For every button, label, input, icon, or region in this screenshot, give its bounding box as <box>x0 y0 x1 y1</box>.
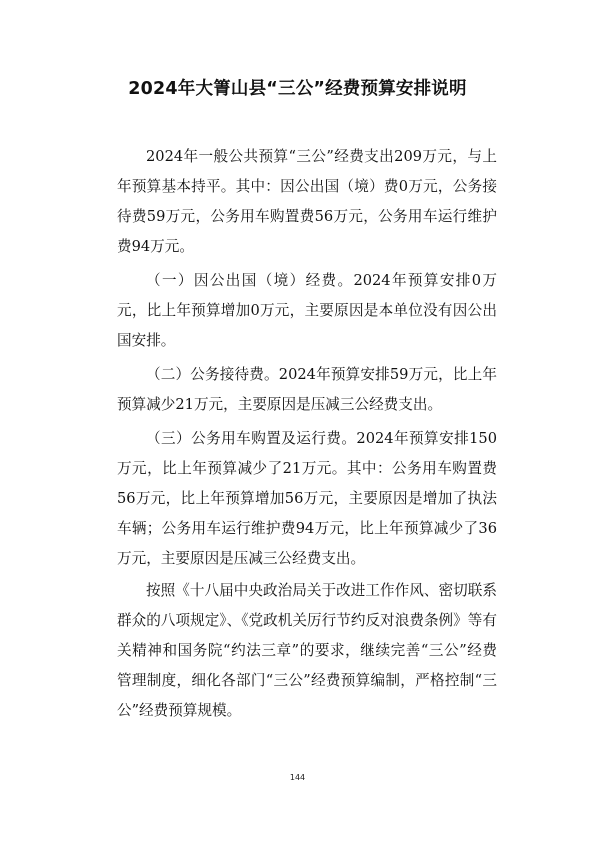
paragraph-vehicles: （三）公务用车购置及运行费。2024年预算安排150万元，比上年预算减少了21万元。其中：公务用车购置费56万元，比上年预算增加56万元，主要原因是增加了执法车辆；公务用车运行维护费94万元，比上年预算减少了36万元，主要原因是压减三公经费支出。 <box>117 430 497 567</box>
page-number: 144 <box>289 773 306 782</box>
paragraph-overseas-travel: （一）因公出国（境）经费。2024年预算安排0万元，比上年预算增加0万元，主要原因是本单位没有因公出国安排。 <box>117 272 497 349</box>
document-title: 2024年大箐山县“三公”经费预算安排说明 <box>128 79 467 99</box>
paragraph-reception: （二）公务接待费。2024年预算安排59万元，比上年预算减少21万元，主要原因是压减三公经费支出。 <box>117 366 497 413</box>
document-body <box>117 142 497 730</box>
paragraph-summary: 2024年一般公共预算“三公”经费支出209万元，与上年预算基本持平。其中：因公出国（境）费0万元，公务接待费59万元，公务用车购置费56万元，公务用车运行维护费94万元。 <box>117 148 497 255</box>
paragraph-regulations: 按照《十八届中央政治局关于改进工作作风、密切联系群众的八项规定》、《党政机关厉行节约反对浪费条例》等有关精神和国务院“约法三章”的要求，继续完善“三公”经费管理制度，细化各部门“三公”经费预算编制，严格控制“三公”经费预算规模。 <box>117 582 497 719</box>
